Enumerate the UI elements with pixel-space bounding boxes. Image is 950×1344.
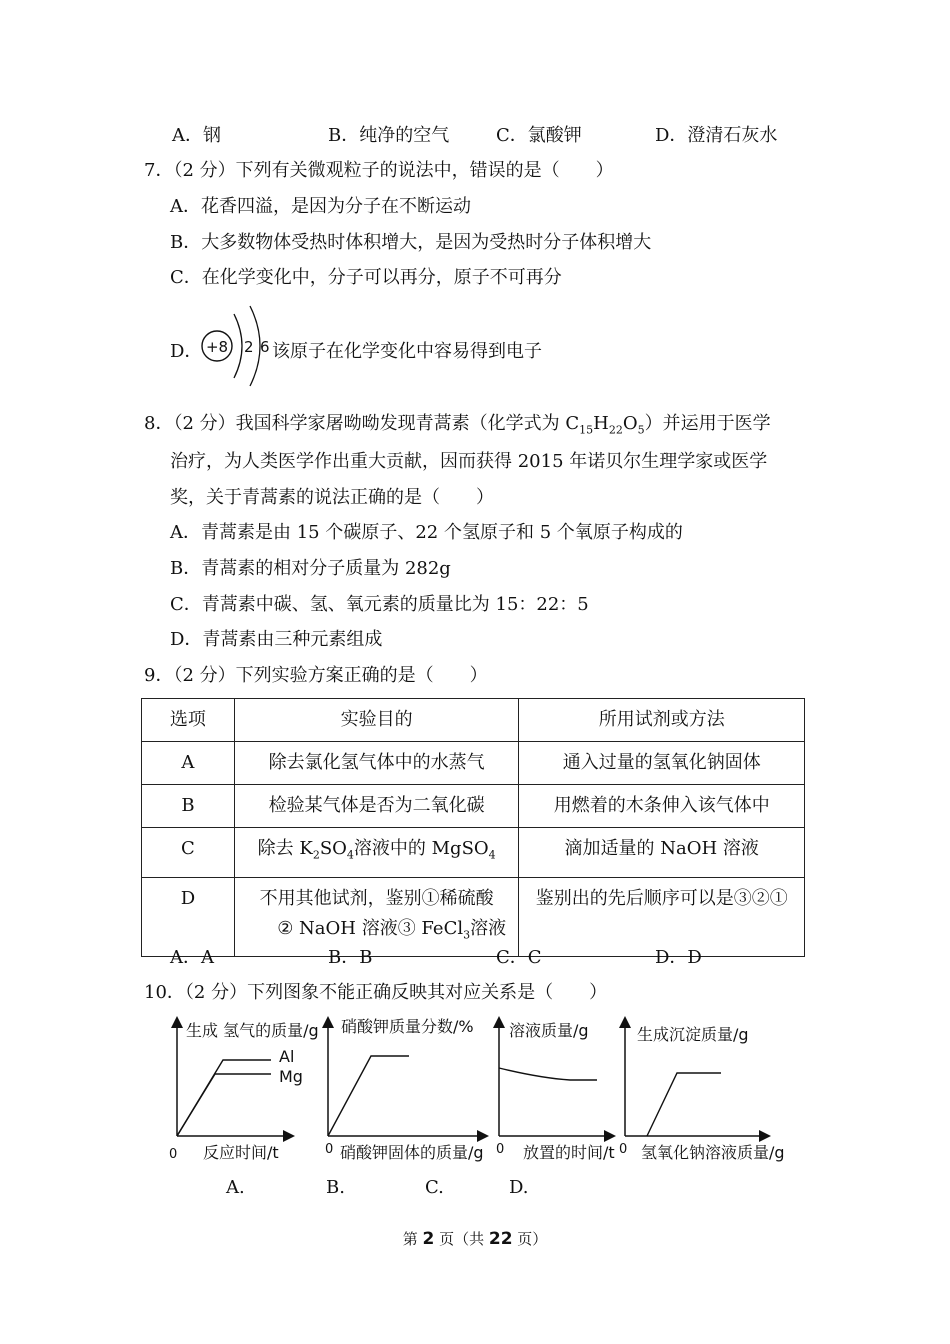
- electron-shell-1: [234, 314, 242, 378]
- atom-structure-diagram: [198, 300, 278, 390]
- graph-d-line: [647, 1073, 721, 1136]
- q10-graphs: [165, 1012, 805, 1167]
- row-purpose: 检验某气体是否为二氧化碳: [234, 785, 519, 828]
- graph-a-origin: 0: [169, 1147, 178, 1162]
- q10-stem: 10．（2 分）下列图象不能正确反映其对应关系是（ ）: [144, 982, 608, 1003]
- q10-option-b: B.: [326, 1177, 345, 1198]
- row-method: 通入过量的氢氧化钠固体: [519, 742, 805, 785]
- graph-d-origin: 0: [619, 1142, 628, 1157]
- table-row: [142, 828, 805, 878]
- q9-option-b: B．B: [328, 947, 373, 968]
- q10-option-d: D.: [509, 1177, 529, 1198]
- shell2-electrons: 6: [260, 338, 270, 356]
- graph-b-origin: 0: [325, 1142, 334, 1157]
- row-method: 用燃着的木条伸入该气体中: [519, 785, 805, 828]
- graph-c-ylabel: 溶液质量/g: [509, 1021, 589, 1040]
- header-option: 选项: [142, 699, 235, 742]
- graph-b-ylabel: 硝酸钾质量分数/%: [341, 1017, 474, 1036]
- q9-table: [141, 698, 805, 957]
- graph-d-ylabel: 生成沉淀质量/g: [637, 1025, 749, 1044]
- q7-option-b: B．大多数物体受热时体积增大，是因为受热时分子体积增大: [170, 232, 652, 253]
- graph-a-xlabel: 反应时间/t: [203, 1143, 279, 1162]
- shell1-electrons: 2: [244, 338, 254, 356]
- q7-stem: 7．（2 分）下列有关微观粒子的说法中，错误的是（ ）: [144, 160, 614, 181]
- graph-c: [496, 1021, 615, 1162]
- graph-a-line-mg: [177, 1074, 271, 1136]
- graph-a: [169, 1021, 319, 1162]
- header-method: 所用试剂或方法: [519, 699, 805, 742]
- header-purpose: 实验目的: [234, 699, 519, 742]
- graph-a-label-al: Al: [279, 1047, 295, 1066]
- row-method: 鉴别出的先后顺序可以是③②①: [519, 877, 805, 957]
- q9-option-c: C．C: [496, 947, 542, 968]
- row-method: 滴加适量的 NaOH 溶液: [519, 828, 805, 878]
- q7-option-a: A．花香四溢，是因为分子在不断运动: [170, 196, 471, 217]
- graph-b: [325, 1017, 484, 1162]
- row-option: B: [142, 785, 235, 828]
- graph-b-line: [328, 1056, 409, 1136]
- page-footer: 第 2 页（共 22 页）: [402, 1229, 548, 1249]
- graph-d: [619, 1022, 785, 1162]
- q9-option-a: A．A: [170, 947, 214, 968]
- table-row: [142, 742, 805, 785]
- graph-c-origin: 0: [496, 1142, 505, 1157]
- page-number: 2: [422, 1229, 435, 1249]
- graph-b-xlabel: 硝酸钾固体的质量/g: [340, 1143, 484, 1162]
- row-option: A: [142, 742, 235, 785]
- row-purpose: 除去氯化氢气体中的水蒸气: [234, 742, 519, 785]
- q8-option-b: B．青蒿素的相对分子质量为 282g: [170, 558, 451, 579]
- q7-option-d-prefix: D．: [170, 341, 203, 362]
- q10-option-c: C.: [425, 1177, 444, 1198]
- q8-stem-line2: 治疗，为人类医学作出重大贡献，因而获得 2015 年诺贝尔生理学家或医学: [170, 451, 768, 472]
- row-option: C: [142, 828, 235, 878]
- q8-option-c: C．青蒿素中碳、氢、氧元素的质量比为 15：22：5: [170, 594, 589, 615]
- q8-option-d: D．青蒿素由三种元素组成: [170, 629, 383, 650]
- q8-option-a: A．青蒿素是由 15 个碳原子、22 个氢原子和 5 个氧原子构成的: [170, 522, 683, 543]
- q9-option-d: D．D: [655, 947, 702, 968]
- nucleus-charge: +8: [205, 338, 229, 356]
- q6-option-b: B．纯净的空气: [328, 125, 450, 146]
- row-option: D: [142, 877, 235, 957]
- graph-c-xlabel: 放置的时间/t: [523, 1143, 615, 1162]
- table-header-row: [142, 699, 805, 742]
- q10-option-a: A.: [226, 1177, 245, 1198]
- q8-stem-line1: 8．（2 分）我国科学家屠呦呦发现青蒿素（化学式为 $C_{15}H_{22}O_5$）并运用于医学: [144, 413, 771, 437]
- q9-stem: 9．（2 分）下列实验方案正确的是（ ）: [144, 665, 488, 686]
- q6-option-a: A．钢: [172, 125, 221, 146]
- total-pages: 22: [488, 1229, 513, 1249]
- graph-a-line-al: [177, 1060, 271, 1136]
- row-purpose: 除去 $K_2SO_4$溶液中的 MgSO$_4$: [234, 828, 519, 878]
- q7-option-c: C．在化学变化中，分子可以再分，原子不可再分: [170, 267, 562, 288]
- row-purpose: 不用其他试剂，鉴别①稀硫酸 ② NaOH 溶液③ FeCl$_3$溶液: [234, 877, 519, 957]
- q8-stem-line3: 奖，关于青蒿素的说法正确的是（ ）: [170, 487, 494, 508]
- q6-option-d: D．澄清石灰水: [655, 125, 778, 146]
- q6-option-c: C．氯酸钾: [496, 125, 582, 146]
- graph-c-line: [499, 1068, 597, 1080]
- graph-a-ylabel: 生成 氢气的质量/g: [186, 1021, 319, 1040]
- graph-d-xlabel: 氢氧化钠溶液质量/g: [641, 1143, 785, 1162]
- graph-a-label-mg: Mg: [279, 1067, 303, 1086]
- table-row: [142, 785, 805, 828]
- table-row: [142, 877, 805, 957]
- q7-option-d-text: 该原子在化学变化中容易得到电子: [272, 341, 542, 362]
